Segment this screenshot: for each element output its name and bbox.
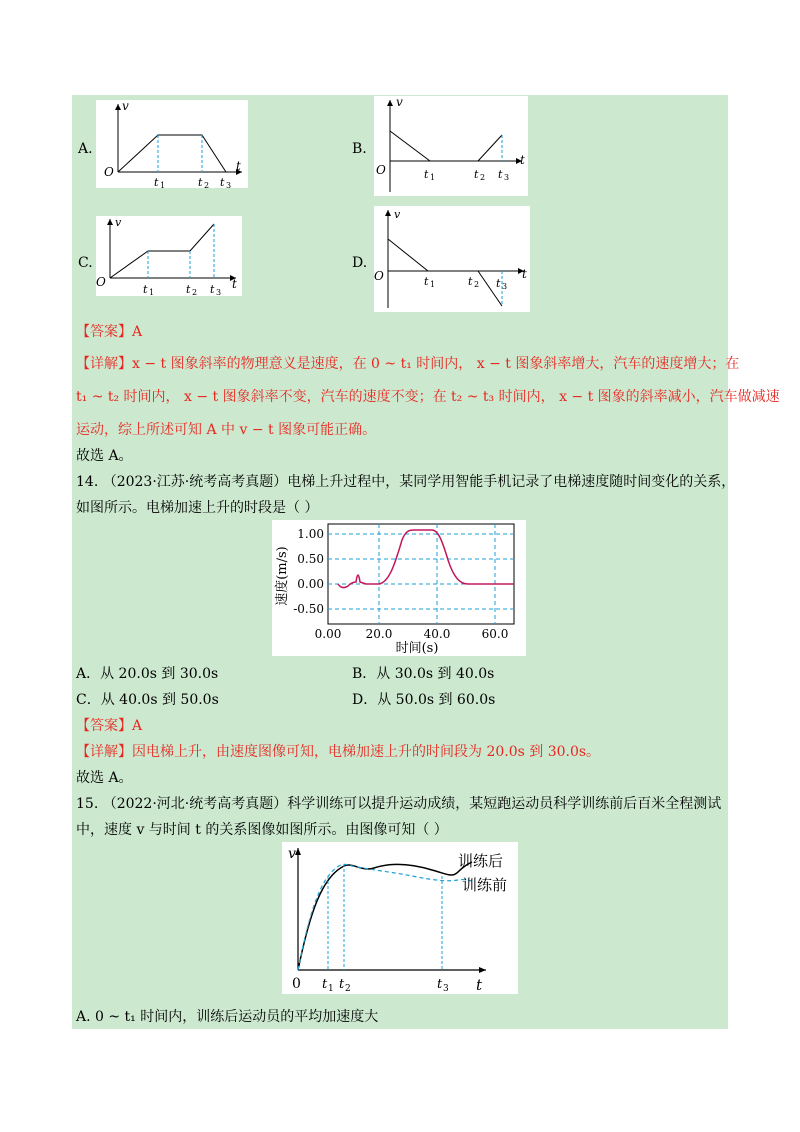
svg-text:2: 2 xyxy=(480,173,486,182)
svg-text:t: t xyxy=(198,176,203,188)
svg-text:t: t xyxy=(143,283,148,296)
option-c-label: C. xyxy=(78,255,93,271)
option-d-label: D. xyxy=(352,255,368,271)
vt-graph-c xyxy=(96,216,242,296)
svg-text:2: 2 xyxy=(192,288,198,296)
svg-text:t: t xyxy=(496,277,501,290)
svg-text:时间(s): 时间(s) xyxy=(395,641,439,656)
svg-text:1: 1 xyxy=(160,181,166,188)
q14-option-b: B．从 30.0s 到 40.0s xyxy=(352,666,495,682)
q14-option-a: A．从 20.0s 到 30.0s xyxy=(76,666,219,682)
q13-detail-line1: 【详解】x − t 图象斜率的物理意义是速度，在 0 ~ t₁ 时间内， x − t 图象斜率增大，汽车的速度增大；在 xyxy=(76,356,740,372)
q13-conclusion: 故选 A。 xyxy=(76,448,133,464)
svg-text:3: 3 xyxy=(504,173,510,182)
elevator-velocity-svg xyxy=(272,520,526,656)
q14-answer: 【答案】A xyxy=(76,718,143,734)
svg-text:t: t xyxy=(424,275,429,288)
training-vt-svg xyxy=(282,842,518,994)
svg-text:1: 1 xyxy=(328,984,334,994)
svg-text:t: t xyxy=(468,275,473,288)
svg-text:-0.50: -0.50 xyxy=(293,602,324,616)
svg-text:t: t xyxy=(339,977,345,992)
svg-text:t: t xyxy=(236,159,241,173)
svg-text:O: O xyxy=(96,275,106,289)
svg-text:v: v xyxy=(122,100,129,113)
svg-text:t: t xyxy=(520,153,525,167)
svg-text:t: t xyxy=(424,168,429,181)
svg-text:t: t xyxy=(476,976,483,994)
svg-text:O: O xyxy=(104,165,114,179)
svg-text:3: 3 xyxy=(226,181,232,188)
svg-text:3: 3 xyxy=(443,984,449,994)
vt-graph-a xyxy=(96,100,248,188)
svg-text:v: v xyxy=(115,216,122,229)
svg-text:训练后: 训练后 xyxy=(458,852,504,870)
svg-text:t: t xyxy=(474,168,479,181)
q14-conclusion: 故选 A。 xyxy=(76,770,133,786)
option-b-graph xyxy=(374,96,528,196)
option-b-label: B. xyxy=(352,141,367,157)
svg-text:v: v xyxy=(288,846,296,862)
option-d-graph xyxy=(374,206,530,312)
svg-text:t: t xyxy=(498,168,503,181)
after-training-curve xyxy=(298,862,472,970)
svg-text:60.0: 60.0 xyxy=(481,627,509,641)
before-training-curve xyxy=(298,864,472,970)
svg-text:1: 1 xyxy=(149,288,155,296)
svg-text:t: t xyxy=(210,283,215,296)
q14-option-c: C．从 40.0s 到 50.0s xyxy=(76,692,219,708)
svg-text:0.50: 0.50 xyxy=(297,552,324,566)
svg-text:t: t xyxy=(154,176,159,188)
svg-text:t: t xyxy=(437,977,443,992)
svg-text:20.0: 20.0 xyxy=(365,627,393,641)
svg-text:速度(m/s): 速度(m/s) xyxy=(275,546,290,606)
svg-text:3: 3 xyxy=(216,288,222,296)
svg-text:3: 3 xyxy=(502,282,508,291)
option-a-graph xyxy=(96,100,248,188)
svg-text:训练前: 训练前 xyxy=(462,876,508,894)
training-vt-chart xyxy=(282,842,518,994)
q13-detail-line3: 运动，综上所述可知 A 中 v − t 图象可能正确。 xyxy=(76,422,377,438)
svg-text:40.0: 40.0 xyxy=(423,627,451,641)
q14-stem-line2: 如图所示。电梯加速上升的时段是（ ） xyxy=(76,500,319,516)
svg-text:t: t xyxy=(522,267,527,281)
q15-option-a: A. 0 ~ t₁ 时间内，训练后运动员的平均加速度大 xyxy=(76,1009,379,1025)
q15-stem-line2: 中，速度 v 与时间 t 的关系图像如图所示。由图像可知（ ） xyxy=(76,822,448,838)
vt-graph-d xyxy=(374,206,530,312)
option-c-graph xyxy=(96,216,242,296)
elevator-velocity-chart xyxy=(272,520,526,656)
svg-text:t: t xyxy=(232,277,237,291)
q13-detail-line2: t₁ ~ t₂ 时间内， x − t 图象斜率不变，汽车的速度不变；在 t₂ ~ t₃ 时间内， x − t 图象的斜率减小，汽车做减速 xyxy=(76,389,780,405)
svg-text:1: 1 xyxy=(430,173,436,182)
svg-text:0.00: 0.00 xyxy=(297,577,324,591)
vt-graph-b xyxy=(374,96,528,196)
q13-answer: 【答案】A xyxy=(76,324,143,340)
svg-text:t: t xyxy=(186,283,191,296)
svg-text:O: O xyxy=(374,269,384,283)
svg-text:2: 2 xyxy=(474,280,480,289)
svg-text:t: t xyxy=(322,977,328,992)
svg-text:2: 2 xyxy=(204,181,210,188)
q14-stem-line1: 14. （2023·江苏·统考高考真题）电梯上升过程中，某同学用智能手机记录了电梯速度随时间变化的关系， xyxy=(76,474,736,490)
svg-text:1.00: 1.00 xyxy=(297,527,324,541)
svg-text:v: v xyxy=(396,96,403,109)
q15-stem-line1: 15. （2022·河北·统考高考真题）科学训练可以提升运动成绩，某短跑运动员科学训练前后百米全程测试 xyxy=(76,796,722,812)
q14-detail: 【详解】因电梯上升，由速度图像可知，电梯加速上升的时间段为 20.0s 到 30.0s。 xyxy=(76,744,601,760)
svg-text:v: v xyxy=(394,208,401,221)
svg-text:t: t xyxy=(220,176,225,188)
svg-text:O: O xyxy=(376,163,386,177)
option-a-label: A. xyxy=(78,141,93,157)
svg-text:1: 1 xyxy=(430,280,436,289)
q14-option-d: D．从 50.0s 到 60.0s xyxy=(352,692,496,708)
svg-text:0: 0 xyxy=(292,976,301,992)
svg-text:0.00: 0.00 xyxy=(314,627,342,641)
svg-text:2: 2 xyxy=(345,984,351,994)
